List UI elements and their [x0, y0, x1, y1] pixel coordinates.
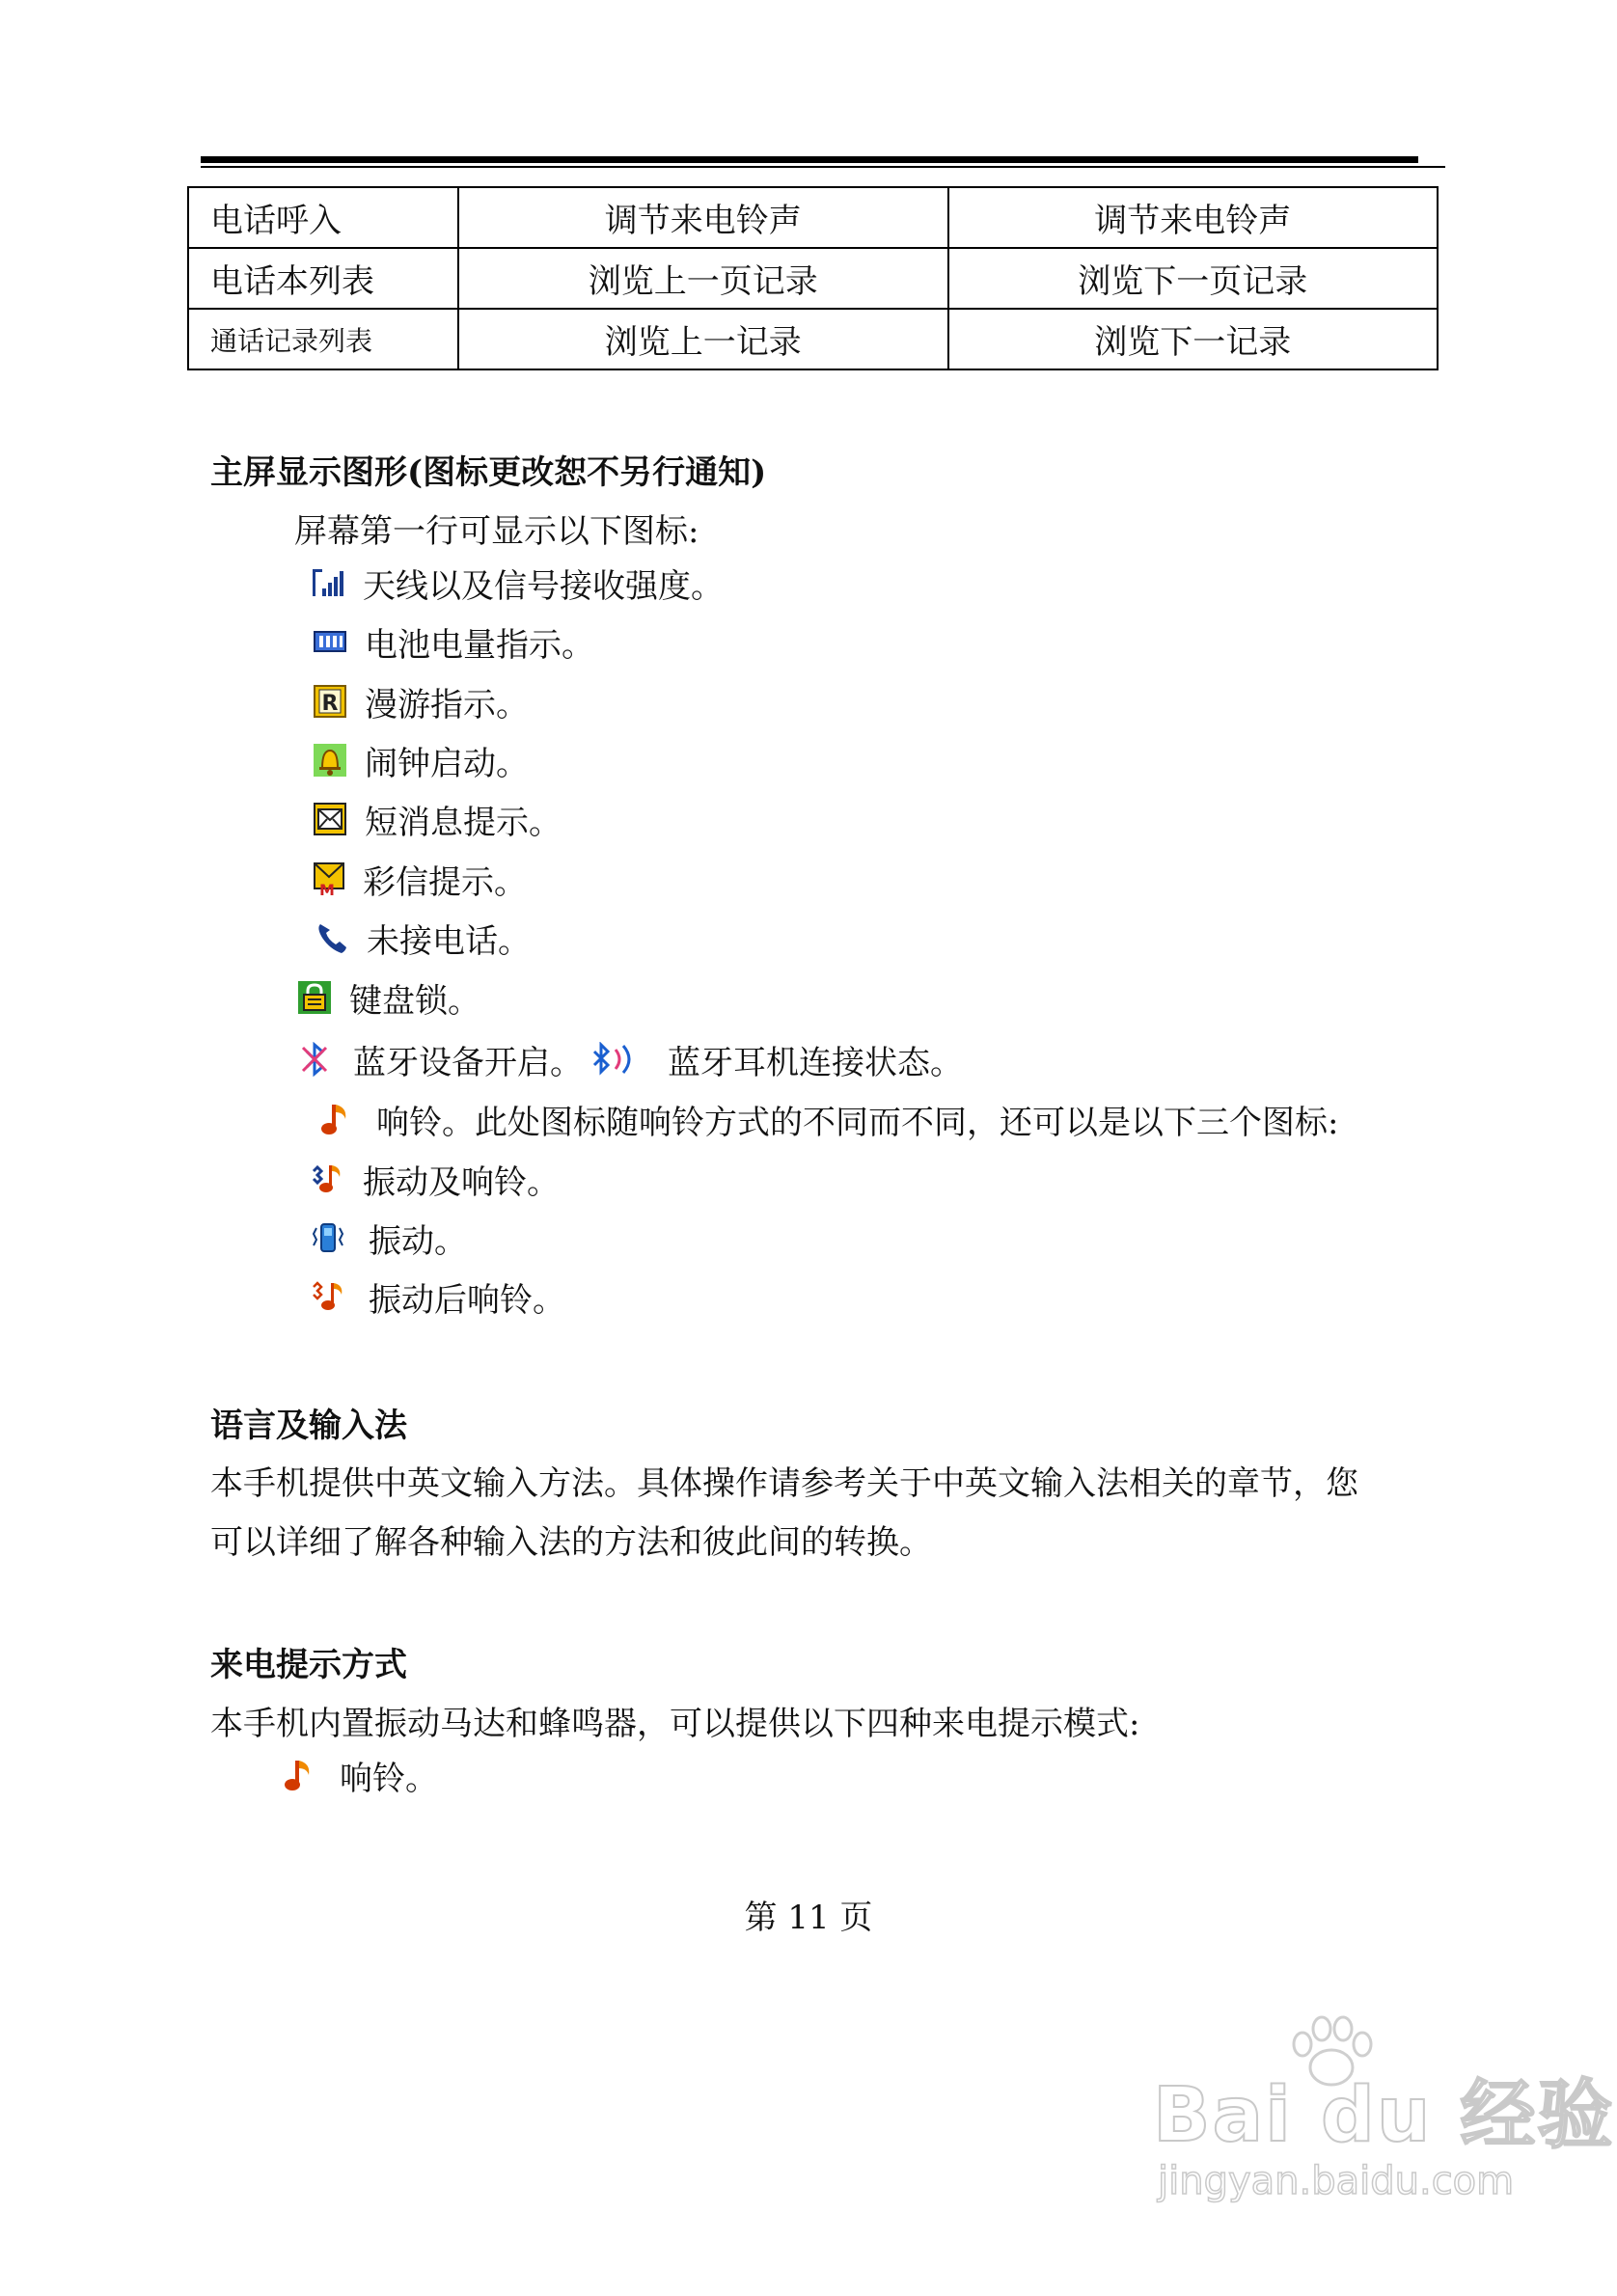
vibrate-icon — [311, 1220, 345, 1255]
icon-list-item — [297, 1040, 963, 1082]
language-paragraph-line: 可以详细了解各种输入法的方法和彼此间的转换。 — [210, 1523, 932, 1562]
icon-description: 短消息提示。 — [365, 803, 562, 842]
svg-text:R: R — [321, 692, 339, 716]
key-function-table — [187, 186, 1439, 370]
icon-list-item — [282, 1756, 438, 1798]
table-cell-up: 浏览上一页记录 — [458, 248, 948, 309]
table-cell-up: 浏览上一记录 — [458, 309, 948, 369]
icon-list-item — [313, 682, 529, 724]
header-rule-thick — [201, 156, 1418, 163]
vibrate-then-ring-icon — [311, 1279, 345, 1314]
icon-list-item — [311, 563, 724, 606]
section-heading-language: 语言及输入法 — [210, 1407, 407, 1445]
keypad-lock-icon — [297, 980, 332, 1015]
table-cell-down: 浏览下一页记录 — [948, 248, 1439, 309]
watermark-logo: Bai du 经验 — [1153, 2072, 1615, 2159]
svg-text:M: M — [319, 881, 335, 896]
icon-description: 天线以及信号接收强度。 — [363, 566, 724, 606]
table-cell-down: 调节来电铃声 — [948, 187, 1439, 248]
icon-description: 蓝牙耳机连接状态。 — [668, 1043, 963, 1082]
icon-list-item — [313, 800, 562, 842]
icon-description: 振动后响铃。 — [369, 1280, 565, 1320]
icon-description: 响铃。 — [340, 1759, 438, 1798]
table-cell-up: 调节来电铃声 — [458, 187, 948, 248]
table-cell-context: 通话记录列表 — [188, 309, 458, 369]
roaming-icon — [313, 684, 347, 719]
icon-list-item — [311, 1277, 565, 1320]
icon-description: 键盘锁。 — [349, 981, 480, 1021]
table-cell-context: 电话呼入 — [188, 187, 458, 248]
ring-icon — [282, 1758, 316, 1792]
icon-list-item — [318, 1100, 1339, 1142]
table-row — [188, 309, 1438, 369]
table-cell-context: 电话本列表 — [188, 248, 458, 309]
ring-icon — [318, 1102, 353, 1136]
icon-list-item — [311, 1218, 467, 1261]
bluetooth-icon — [297, 1042, 332, 1077]
icon-description: 振动及响铃。 — [363, 1162, 560, 1202]
icon-list-item — [311, 860, 527, 902]
icon-description: 漫游指示。 — [365, 685, 529, 724]
table-row — [188, 248, 1438, 309]
watermark-url: jingyan.baidu.com — [1158, 2159, 1515, 2203]
icon-list-item — [297, 978, 480, 1021]
icon-description: 未接电话。 — [367, 921, 531, 961]
icon-description: 振动。 — [369, 1221, 467, 1261]
table-cell-down: 浏览下一记录 — [948, 309, 1439, 369]
icon-list-item — [313, 622, 594, 665]
icon-description: 彩信提示。 — [363, 862, 527, 902]
alarm-icon — [313, 743, 347, 778]
table-row — [188, 187, 1438, 248]
section-heading-icons: 主屏显示图形(图标更改恕不另行通知) — [210, 453, 767, 492]
icon-list-item — [311, 1160, 560, 1202]
icon-description: 闹钟启动。 — [365, 744, 529, 783]
icon-list-item — [313, 741, 529, 783]
header-rule-thin — [201, 166, 1445, 168]
section-heading-alert: 来电提示方式 — [210, 1646, 407, 1684]
bluetooth-headset-icon — [590, 1042, 637, 1077]
alert-paragraph: 本手机内置振动马达和蜂鸣器，可以提供以下四种来电提示模式: — [210, 1705, 1140, 1743]
missed-call-icon — [315, 920, 349, 955]
page-number: 第 11 页 — [744, 1899, 873, 1937]
icon-description: 响铃。此处图标随响铃方式的不同而不同，还可以是以下三个图标: — [376, 1103, 1339, 1142]
vibrate-and-ring-icon — [311, 1162, 345, 1196]
sms-icon — [313, 802, 347, 836]
signal-icon — [311, 565, 345, 600]
mms-icon — [311, 861, 345, 896]
battery-icon — [313, 624, 347, 659]
icon-description: 电池电量指示。 — [365, 625, 594, 665]
icon-description: 蓝牙设备开启。 — [353, 1043, 583, 1082]
icons-intro: 屏幕第一行可显示以下图标: — [294, 512, 699, 551]
language-paragraph-line: 本手机提供中英文输入方法。具体操作请参考关于中英文输入法相关的章节，您 — [210, 1464, 1358, 1503]
icon-list-item — [315, 918, 531, 961]
